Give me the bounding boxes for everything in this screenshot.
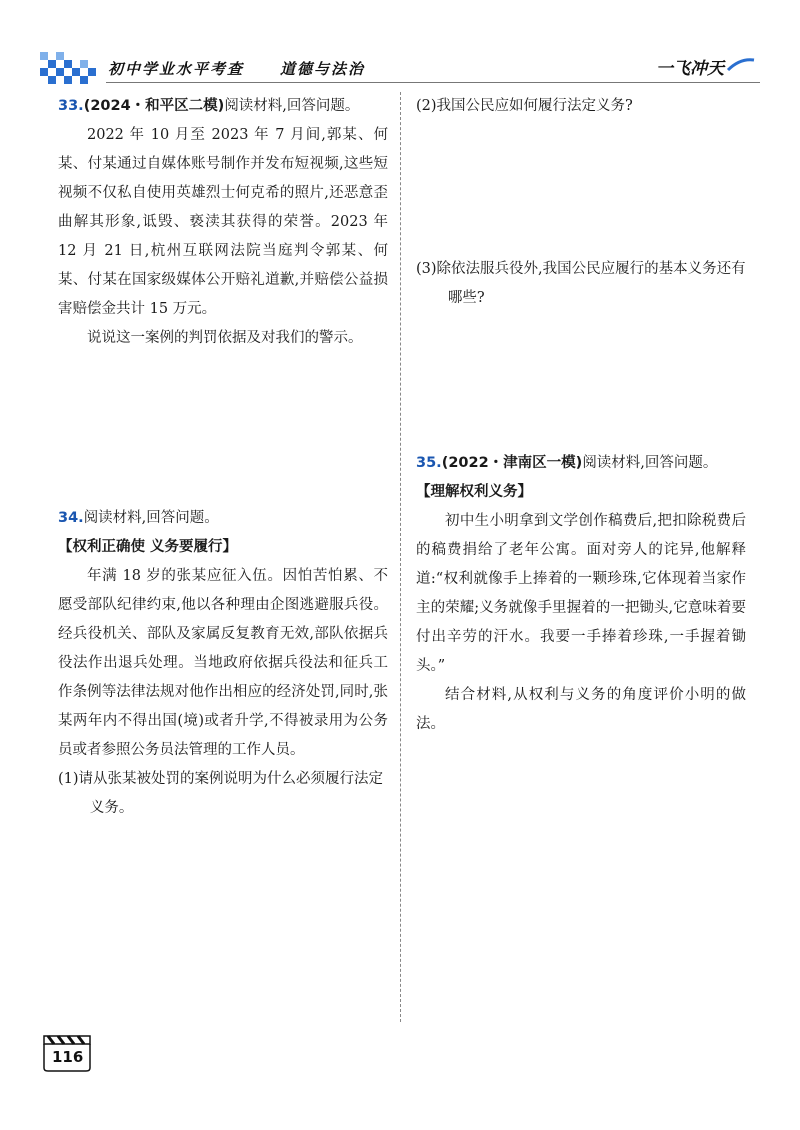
topic-tag: 【权利正确使 义务要履行】 — [58, 539, 238, 555]
checkerboard-logo-icon — [40, 52, 110, 84]
page-number: 116 — [52, 1048, 84, 1066]
page-header — [40, 44, 760, 86]
question-33 — [58, 92, 388, 353]
series-title: 初中学业水平考查 — [108, 60, 245, 78]
question-35-header — [416, 449, 746, 478]
column-divider — [400, 92, 401, 1022]
question-number: 34. — [58, 510, 84, 526]
topic-tag: 【理解权利义务】 — [416, 484, 532, 500]
question-34 — [58, 504, 388, 823]
question-task: 结合材料,从权利与义务的角度评价小明的做法。 — [416, 687, 746, 732]
question-task: 说说这一案例的判罚依据及对我们的警示。 — [87, 330, 363, 346]
right-column-top — [416, 92, 746, 121]
question-number: 33. — [58, 98, 84, 114]
material-paragraph: 年满 18 岁的张某应征入伍。因怕苦怕累、不愿受部队纪律约束,他以各种理由企图逃避服兵役。经兵役机关、部队及家属反复教育无效,部队依据兵役法作出退兵处理。当地政府依据兵役法和征兵工作条例等法律法规对他作出相应的经济处罚,同时,张某两年内不得出国(境)或者升学,不得被录用为公务员或者参照公务员法管理的工作人员。 — [58, 568, 388, 758]
question-prompt: 阅读材料,回答问题。 — [582, 455, 718, 471]
question-number: 35. — [416, 455, 442, 471]
sub-question-3: (3)除依法服兵役外,我国公民应履行的基本义务还有哪些? — [416, 261, 746, 306]
right-column-bottom — [416, 449, 746, 739]
question-source: (2022・津南区一模) — [441, 455, 583, 471]
header-rule — [106, 82, 760, 83]
material-paragraph: 2022 年 10 月至 2023 年 7 月间,郭某、何某、付某通过自媒体账号制作并发布短视频,这些短视频不仅私自使用英雄烈士何克希的照片,还恶意歪曲解其形象,诋毁、亵渎其获得的荣誉。2023 年 12 月 21 日,杭州互联网法院当庭判令郭某、何某、付某在国家级媒体公开赔礼道歉,并赔偿公益损害赔偿金共计 15 万元。 — [58, 127, 388, 317]
page-number-badge — [40, 1032, 94, 1072]
question-source: (2024・和平区二模) — [83, 98, 225, 114]
sub-question-2: (2)我国公民应如何履行法定义务? — [416, 98, 633, 114]
sub-question-1: (1)请从张某被处罚的案例说明为什么必须履行法定义务。 — [58, 771, 384, 816]
brand-swoosh-icon — [726, 56, 756, 74]
question-prompt: 阅读材料,回答问题。 — [224, 98, 360, 114]
right-column-middle — [416, 255, 746, 313]
material-paragraph: 初中生小明拿到文学创作稿费后,把扣除税费后的稿费捐给了老年公寓。面对旁人的诧异,他解释道:“权利就像手上捧着的一颗珍珠,它体现着当家作主的荣耀;义务就像手里握着的一把锄头,它意味着要付出辛劳的汗水。我要一手捧着珍珠,一手握着锄头。” — [416, 513, 746, 674]
brand-logo-text: 一飞冲天 — [656, 59, 724, 79]
left-column — [58, 92, 388, 816]
question-34-header — [58, 504, 388, 533]
question-33-header — [58, 92, 388, 121]
subject-title: 道德与法治 — [280, 60, 366, 78]
question-prompt: 阅读材料,回答问题。 — [83, 510, 219, 526]
question-35 — [416, 449, 746, 739]
